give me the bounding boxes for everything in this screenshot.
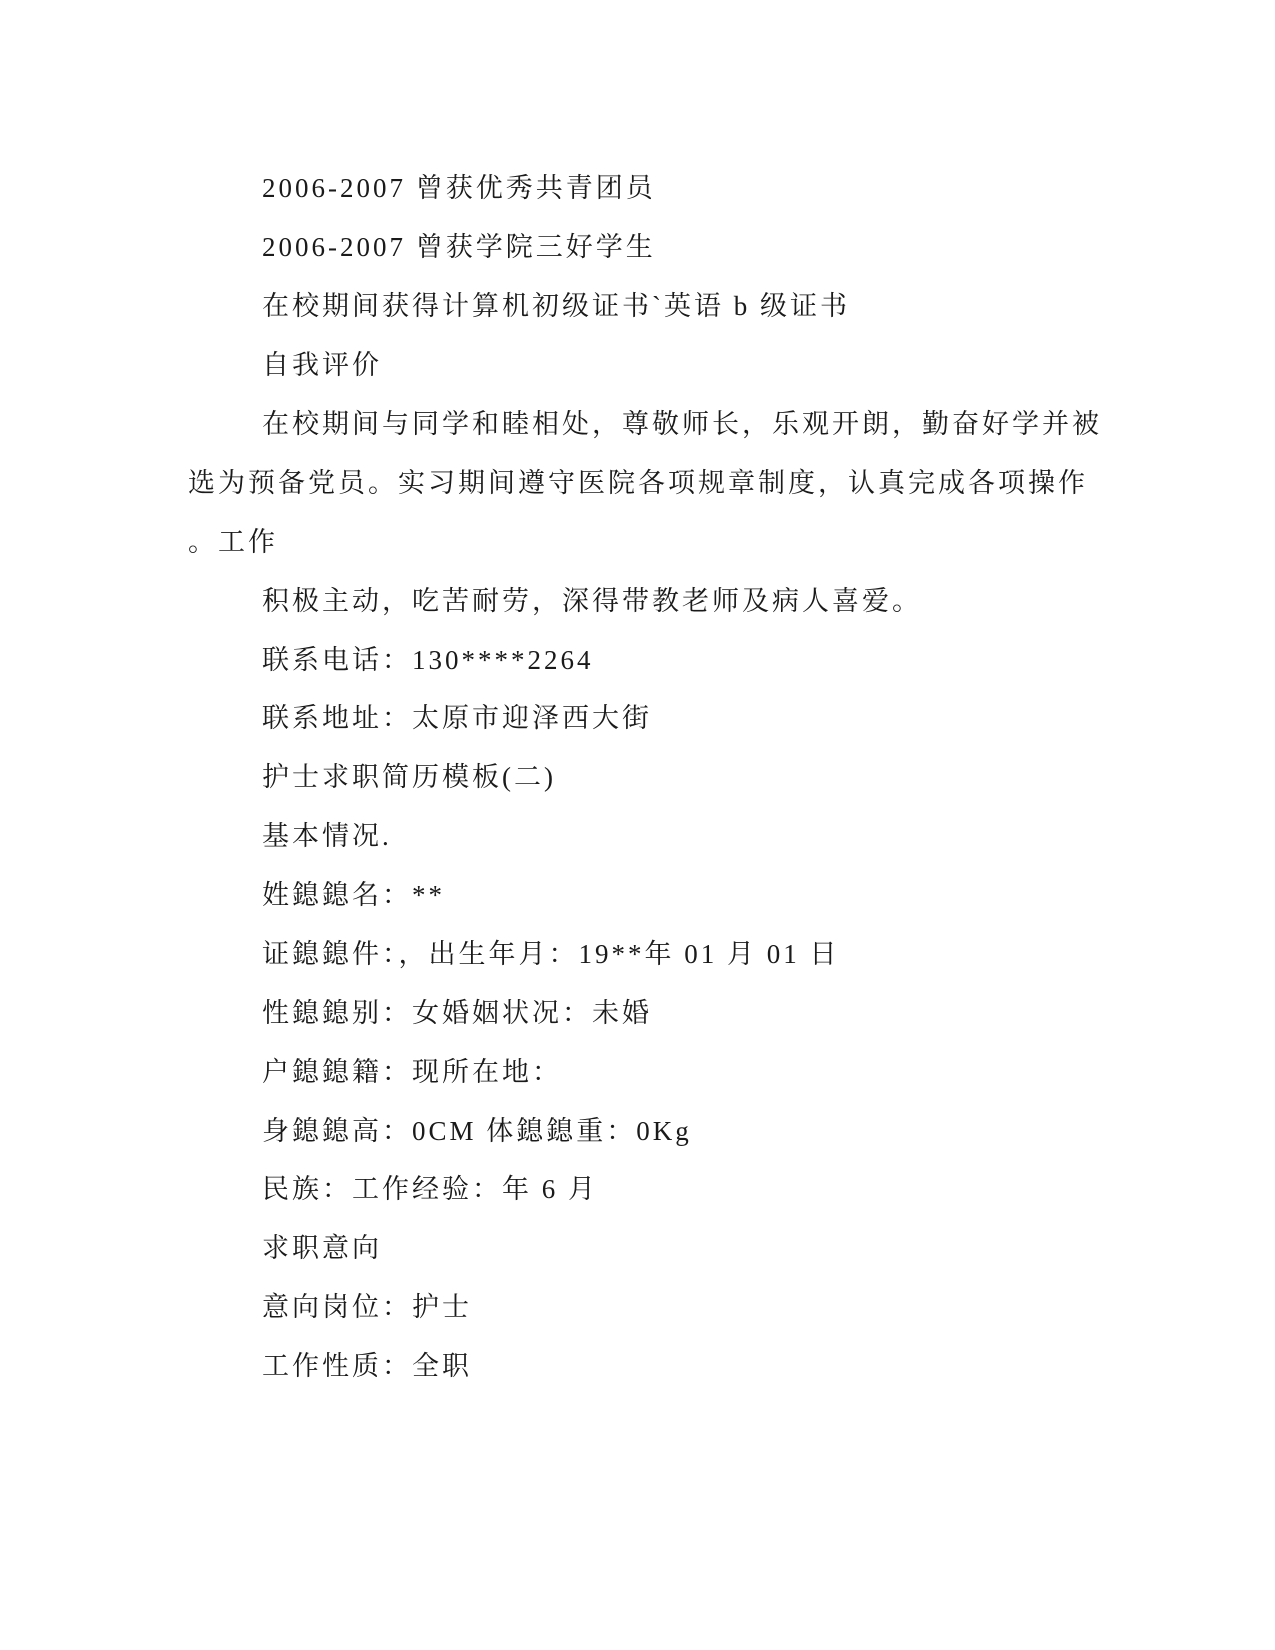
basic-info-heading: 基本情况.	[262, 821, 392, 851]
self-evaluation-paragraph-line-1: 在校期间与同学和睦相处，尊敬师长，乐观开朗，勤奋好学并被	[262, 409, 1102, 439]
job-intention-heading: 求职意向	[262, 1233, 382, 1263]
field-ethnicity-experience: 民族：工作经验：年 6 月	[262, 1174, 598, 1204]
field-household-location: 户鎴鎴籍：现所在地：	[262, 1057, 562, 1087]
self-evaluation-heading: 自我评价	[262, 350, 382, 380]
resume-template-title: 护士求职简历模板(二)	[262, 762, 556, 792]
field-id-birthdate: 证鎴鎴件：，出生年月：19**年 01 月 01 日	[262, 939, 840, 969]
self-evaluation-paragraph-line-3: 。工作	[188, 527, 278, 557]
contact-address: 联系地址：太原市迎泽西大街	[262, 703, 652, 733]
self-evaluation-paragraph-line-2: 选为预备党员。实习期间遵守医院各项规章制度，认真完成各项操作	[188, 468, 1088, 498]
award-line-merit-student: 2006-2007 曾获学院三好学生	[262, 232, 656, 262]
self-evaluation-paragraph-line-4: 积极主动，吃苦耐劳，深得带教老师及病人喜爱。	[262, 586, 922, 616]
certificate-line: 在校期间获得计算机初级证书`英语 b 级证书	[262, 291, 850, 321]
field-job-type: 工作性质：全职	[262, 1351, 472, 1381]
field-height-weight: 身鎴鎴高：0CM 体鎴鎴重：0Kg	[262, 1116, 692, 1146]
contact-phone: 联系电话：130****2264	[262, 645, 594, 675]
field-name: 姓鎴鎴名：**	[262, 880, 445, 910]
field-desired-position: 意向岗位：护士	[262, 1292, 472, 1322]
field-gender-marital: 性鎴鎴别：女婚姻状况：未婚	[262, 998, 652, 1028]
award-line-youth-league: 2006-2007 曾获优秀共青团员	[262, 173, 656, 203]
